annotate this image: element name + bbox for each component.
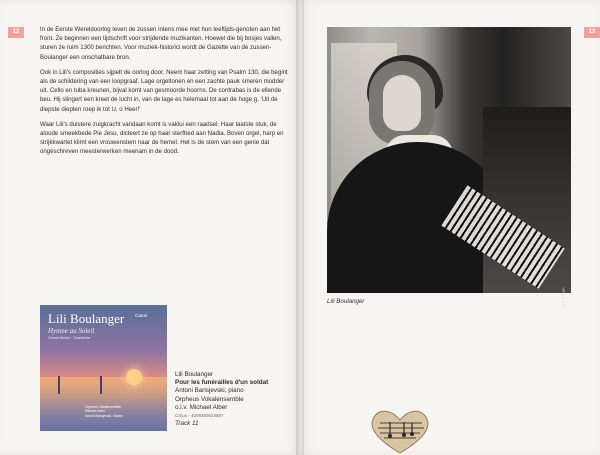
track-credits: [175, 371, 290, 428]
label-logo: Carus: [135, 313, 148, 318]
music-heart-icon: [366, 405, 434, 455]
work-title: Pour les funérailles d'un soldat: [175, 379, 269, 387]
paragraph-1: In de Eerste Wereldoorlog leven de zussen intens mee met hun leeftijds-genoten aan het front. Ze beginnen een tijdschrift voor strijdende muzikanten. Hoewel die bij bosjes vallen, sturen ze ruim 1300 berichten. Voor muziek-historici wordt de Gazette van de zussen-Boulanger een onschatbare bron.: [40, 26, 282, 61]
article-text: [40, 25, 288, 163]
right-page-number: 13: [584, 27, 600, 38]
album-title: Lili Boulanger: [48, 311, 125, 326]
cover-sun: [126, 369, 142, 385]
face-shape: [369, 61, 435, 145]
performer-line: Orpheus Vokalensemble: [175, 395, 244, 403]
composer-name: Lili Boulanger: [175, 371, 214, 378]
paragraph-2: Ook in Lili's composities sijpelt de oorlog door. Neem haar zetting van Psalm 130, die begint als de schildering van een loopgraaf. Lage orgeltonen en een zachte pauk smeren modder uit. Cello en tuba kreunen, bijval komt van gesmoorde hoorns. De contrabas is de ellende beu. Hij slingert een kreet de lucht in, van de lage es helemaal tot aan de hoge g. 'Uit de diepste diepten roep ik tot U, o Heer!': [40, 68, 288, 113]
track-number: Track 11: [175, 420, 199, 428]
album-credits: [85, 405, 163, 418]
page-gutter: [296, 0, 304, 455]
performer-line: Antoni Barisjevski, piano: [175, 387, 244, 395]
performer-line: o.l.v. Michael Alber: [175, 403, 228, 411]
photo-credit: Lebrecht Music: [562, 287, 566, 311]
album-subtitle: Hymne au Soleil: [48, 327, 95, 335]
paragraph-3: Waar Lili's duistere zuigkracht vandaan komt is vaklui een raadsel. Haar laatste stuk, de aloude smeekbede Pie Jesu, dicteert ze op haar sterfbed aan Nadia. Boven orgel, harp en strijkkwartet klimt een vrouwenstem naar de hemel. Het is de stem van een genie dat ongeschreven meesterwerken meenam in de dood.: [40, 120, 284, 156]
photo-caption: Lili Boulanger: [327, 298, 365, 305]
cover-boats: [58, 376, 102, 394]
album-cover: [40, 305, 167, 431]
album-credit-line: Orpheus Vokalensemble: [85, 405, 121, 409]
album-credit-line: Michael Alber: [85, 409, 105, 414]
album-credit-line: Antoni Barisjevski, Klavier: [85, 413, 123, 418]
catalog-number: Carus - 4009350834897: [175, 413, 224, 419]
album-small-line: Choral Works · Chorwerke: [48, 336, 91, 340]
left-page-number: 12: [8, 27, 24, 38]
